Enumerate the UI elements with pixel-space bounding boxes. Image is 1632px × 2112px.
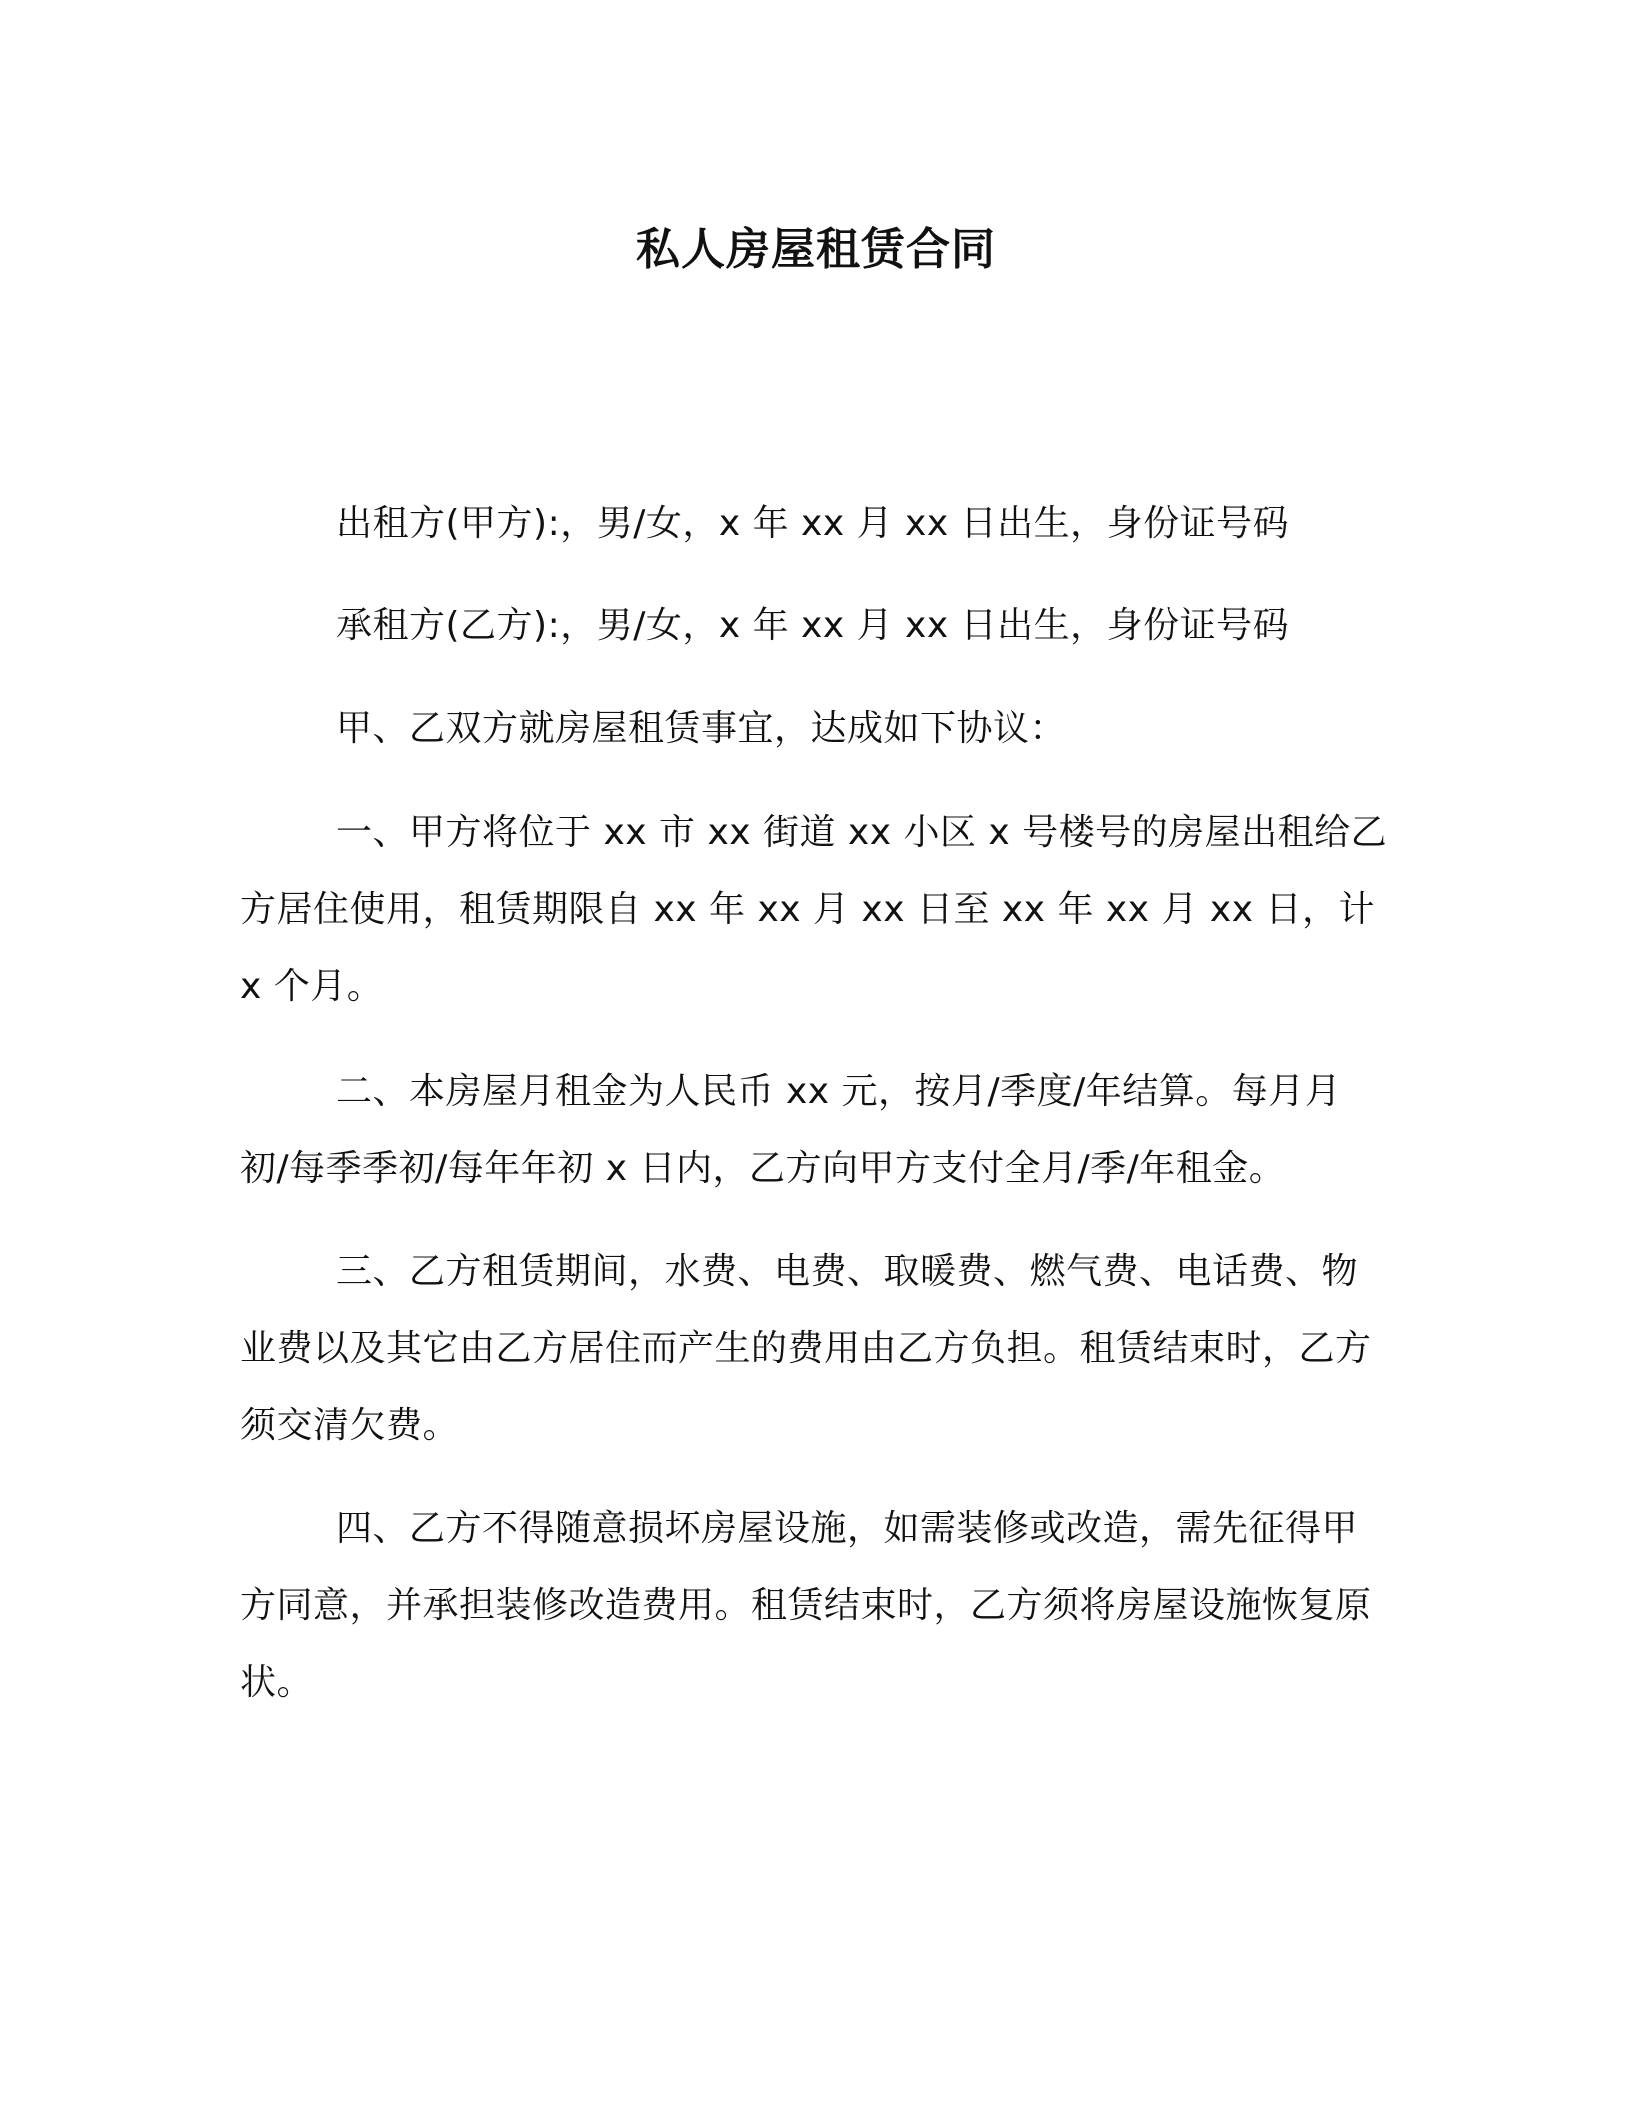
clause-4-paragraph: 四、乙方不得随意损坏房屋设施，如需装修或改造，需先征得甲方同意，并承担装修改造费用。租赁结束时，乙方须将房屋设施恢复原状。 [240,1508,1372,1703]
lessee-paragraph: 承租方(乙方):，男/女，x 年 xx 月 xx 日出生，身份证号码 [336,605,1290,646]
clause-2-paragraph: 二、本房屋月租金为人民币 xx 元，按月/季度/年结算。每月月初/每季季初/每年年初 x 日内，乙方向甲方支付全月/季/年租金。 [240,1071,1342,1189]
clause-1-paragraph: 一、甲方将位于 xx 市 xx 街道 xx 小区 x 号楼号的房屋出租给乙方居住使用，租赁期限自 xx 年 xx 月 xx 日至 xx 年 xx 月 xx 日，计 x 个月。 [240,812,1388,1007]
document-title: 私人房屋租赁合同 [636,224,996,275]
agreement-intro-paragraph: 甲、乙双方就房屋租赁事宜，达成如下协议： [336,708,1067,749]
clause-3-paragraph: 三、乙方租赁期间，水费、电费、取暖费、燃气费、电话费、物业费以及其它由乙方居住而产生的费用由乙方负担。租赁结束时，乙方须交清欠费。 [240,1251,1372,1446]
lessor-paragraph: 出租方(甲方):，男/女，x 年 xx 月 xx 日出生，身份证号码 [336,503,1290,544]
